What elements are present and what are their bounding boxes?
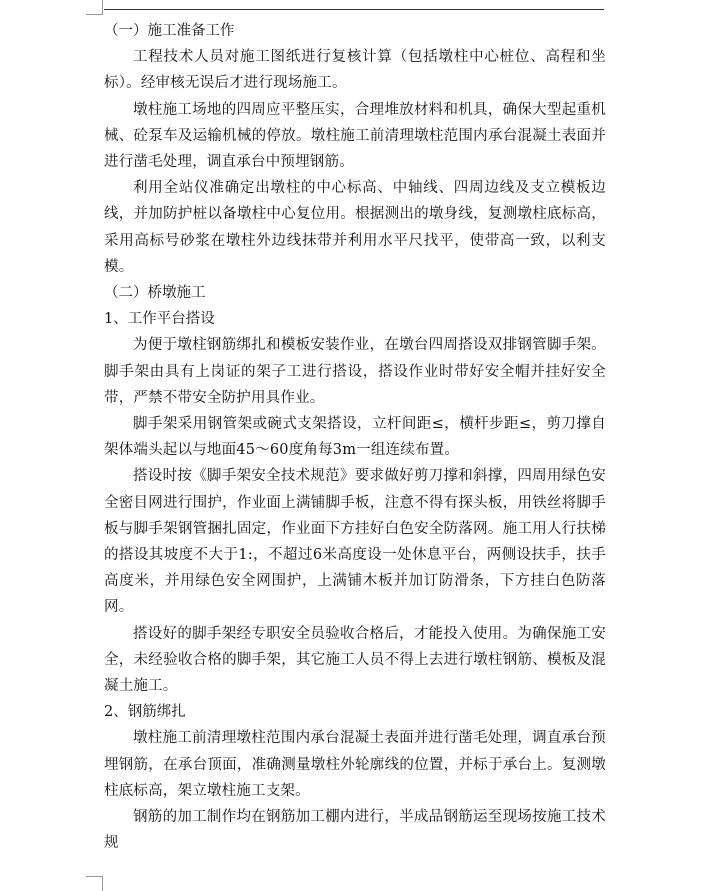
paragraph: 工程技术人员对施工图纸进行复核计算（包括墩柱中心桩位、高程和坐标）。经审核无误后才进行现场施工。 (104, 49, 606, 92)
paragraph: 墩柱施工前清理墩柱范围内承台混凝土表面并进行凿毛处理，调直承台预埋钢筋，在承台顶面，准确测量墩柱外轮廓线的位置，并标于承台上。复测墩柱底标高，架立墩柱施工支架。 (104, 730, 606, 799)
paragraph: 墩柱施工场地的四周应平整压实，合理堆放材料和机具，确保大型起重机械、砼泵车及运输机械的停放。墩柱施工前清理墩柱范围内承台混凝土表面并进行凿毛处理，调直承台中预埋钢筋。 (104, 101, 606, 171)
margin-corner-mark (86, 0, 103, 15)
subsection-heading: 2、钢筋绑扎 (104, 704, 186, 721)
margin-corner-mark (86, 876, 103, 891)
paragraph: 为便于墩柱钢筋绑扎和模板安装作业，在墩台四周搭设双排钢管脚手架。脚手架由具有上岗证的架子工进行搭设，搭设作业时带好安全帽并挂好安全带，严禁不带安全防护用具作业。 (104, 337, 606, 406)
subsection-heading: 1、工作平台搭设 (104, 311, 215, 328)
paragraph: 搭设时按《脚手架安全技术规范》要求做好剪刀撑和斜撑，四周用绿色安全密目网进行围护，作业面上满铺脚手板，注意不得有探头板，用铁丝将脚手板与脚手架钢管捆扎固定，作业面下方挂好白色安全防落网。施工用人行扶梯的搭设其坡度不大于1:，不超过6米高度设一处休息平台，两侧设扶手，扶手高度米，并用绿色安全网围护，上满铺木板并加订防滑条，下方挂白色防落网。 (104, 468, 606, 616)
header-rule (104, 9, 604, 10)
section-heading: （一）施工准备工作 (104, 23, 235, 39)
paragraph: 利用全站仪准确定出墩柱的中心标高、中轴线、四周边线及支立模板边线，并加防护桩以备墩柱中心复位用。根据测出的墩身线，复测墩柱底标高，采用高标号砂浆在墩柱外边线抹带并利用水平尺找平，使带高一致，以利支模。 (104, 180, 606, 275)
document-body (104, 18, 606, 857)
section-heading: （二）桥墩施工 (104, 285, 206, 302)
paragraph: 搭设好的脚手架经专职安全员验收合格后，才能投入使用。为确保施工安全，未经验收合格的脚手架，其它施工人员不得上去进行墩柱钢筋、模板及混凝土施工。 (104, 625, 606, 695)
paragraph: 钢筋的加工制作均在钢筋加工棚内进行，半成品钢筋运至现场按施工技术规 (104, 809, 606, 852)
paragraph: 脚手架采用钢管架或碗式支架搭设，立杆间距≤，横杆步距≤，剪刀撑自架体端头起以与地面45～60度角每3m一组连续布置。 (104, 416, 606, 459)
